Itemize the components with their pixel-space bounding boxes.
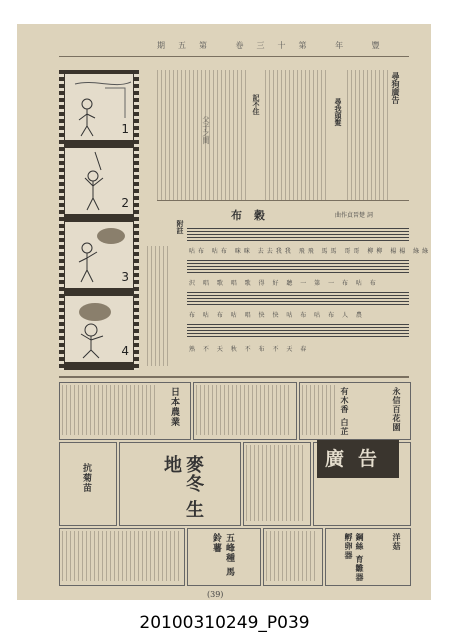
header-rule xyxy=(59,56,409,57)
film-holes-left xyxy=(59,70,64,370)
column-title-hair: 尋我頭髮 xyxy=(334,98,343,126)
ad-title-potato: 五峰種 馬鈴薯 xyxy=(211,533,234,578)
song-composer: 曲作貞晉楚 詞 xyxy=(335,212,373,219)
ad-title-herbs: 有木香 白芷 xyxy=(340,387,350,436)
column-title-dog-ad: 尋狗廣告 xyxy=(391,72,401,104)
page-number: (39) xyxy=(207,590,224,599)
column-text-dog-ad xyxy=(347,70,389,200)
ad-block-agri-books xyxy=(59,382,191,440)
ads-divider xyxy=(59,376,409,378)
music-staff-3 xyxy=(187,292,409,306)
ad-block-flower-garden xyxy=(299,382,411,440)
ad-block-potato xyxy=(187,528,261,586)
column-text-hair xyxy=(265,70,329,200)
comic-strip xyxy=(59,70,139,370)
music-staff-4 xyxy=(187,324,409,338)
lyric-line-3: 布 咕 布 咕 唱 快 快 咕 布 咕 布 人 農 xyxy=(189,312,365,319)
ad-title-incubator: 鋼絲 育雛器 孵卵器 xyxy=(344,533,365,582)
column-title-cannot-remember: 記不住 xyxy=(252,94,261,115)
magazine-page xyxy=(17,24,431,600)
ad-title-chrysanthemum: 抗菊苗 xyxy=(81,463,91,493)
ad-block-bottom-left xyxy=(59,528,185,586)
ad-title-flower-garden: 永信百花園 xyxy=(392,387,402,432)
song-note-title: 附註 xyxy=(176,220,185,234)
ad-text xyxy=(62,531,180,581)
lyric-line-1: 咕布 咕布 咪咪 去去我我 飛飛 馬馬 哥哥 柳柳 楊楊 綠綠 xyxy=(189,248,432,255)
ad-block-ophiopogon xyxy=(119,442,241,526)
ad-title-mushroom: 洋菇 xyxy=(392,533,402,551)
ad-text xyxy=(266,531,318,581)
comic-frame-number: 4 xyxy=(121,344,129,358)
ad-block-middle-top xyxy=(193,382,297,440)
archive-caption: 20100310249_P039 xyxy=(139,613,310,633)
ad-text xyxy=(246,445,306,521)
song-note-text xyxy=(147,246,169,366)
comic-frame-1 xyxy=(65,74,133,140)
comic-frame-3 xyxy=(65,222,133,288)
song-top-rule xyxy=(157,200,409,201)
ad-text xyxy=(302,385,336,435)
kokoku-banner: 廣告 xyxy=(317,440,399,478)
comic-frame-number: 2 xyxy=(121,196,129,210)
ad-block-chrysanthemum xyxy=(59,442,117,526)
music-staff-1 xyxy=(187,228,409,242)
comic-frame-2 xyxy=(65,148,133,214)
ad-block-middle xyxy=(243,442,311,526)
comic-frame-4 xyxy=(65,296,133,362)
ad-title-ophiopogon: 麥冬 生地 xyxy=(161,455,204,520)
lyric-line-2: 沢 唱 歌 唱 歌 得 好 聽 一 第 一 布 咕 布 xyxy=(189,280,379,287)
comic-frame-number: 1 xyxy=(121,122,129,136)
comic-frame-number: 3 xyxy=(121,270,129,284)
ad-block-incubator xyxy=(325,528,411,586)
ad-block-seed-supply xyxy=(263,528,323,586)
ad-text xyxy=(62,385,158,435)
song-title: 布穀 xyxy=(231,209,277,222)
film-holes-right xyxy=(134,70,139,370)
page-header: 期五第 卷三十第 年 豐 xyxy=(157,41,393,50)
music-staff-2 xyxy=(187,260,409,274)
ad-title-japan-agriculture: 日本農業 xyxy=(169,387,179,427)
ad-text xyxy=(196,385,292,435)
column-text-father-son xyxy=(157,70,249,200)
lyric-line-4: 熟 不 天 秋 不 布 不 天 春 xyxy=(189,346,310,353)
